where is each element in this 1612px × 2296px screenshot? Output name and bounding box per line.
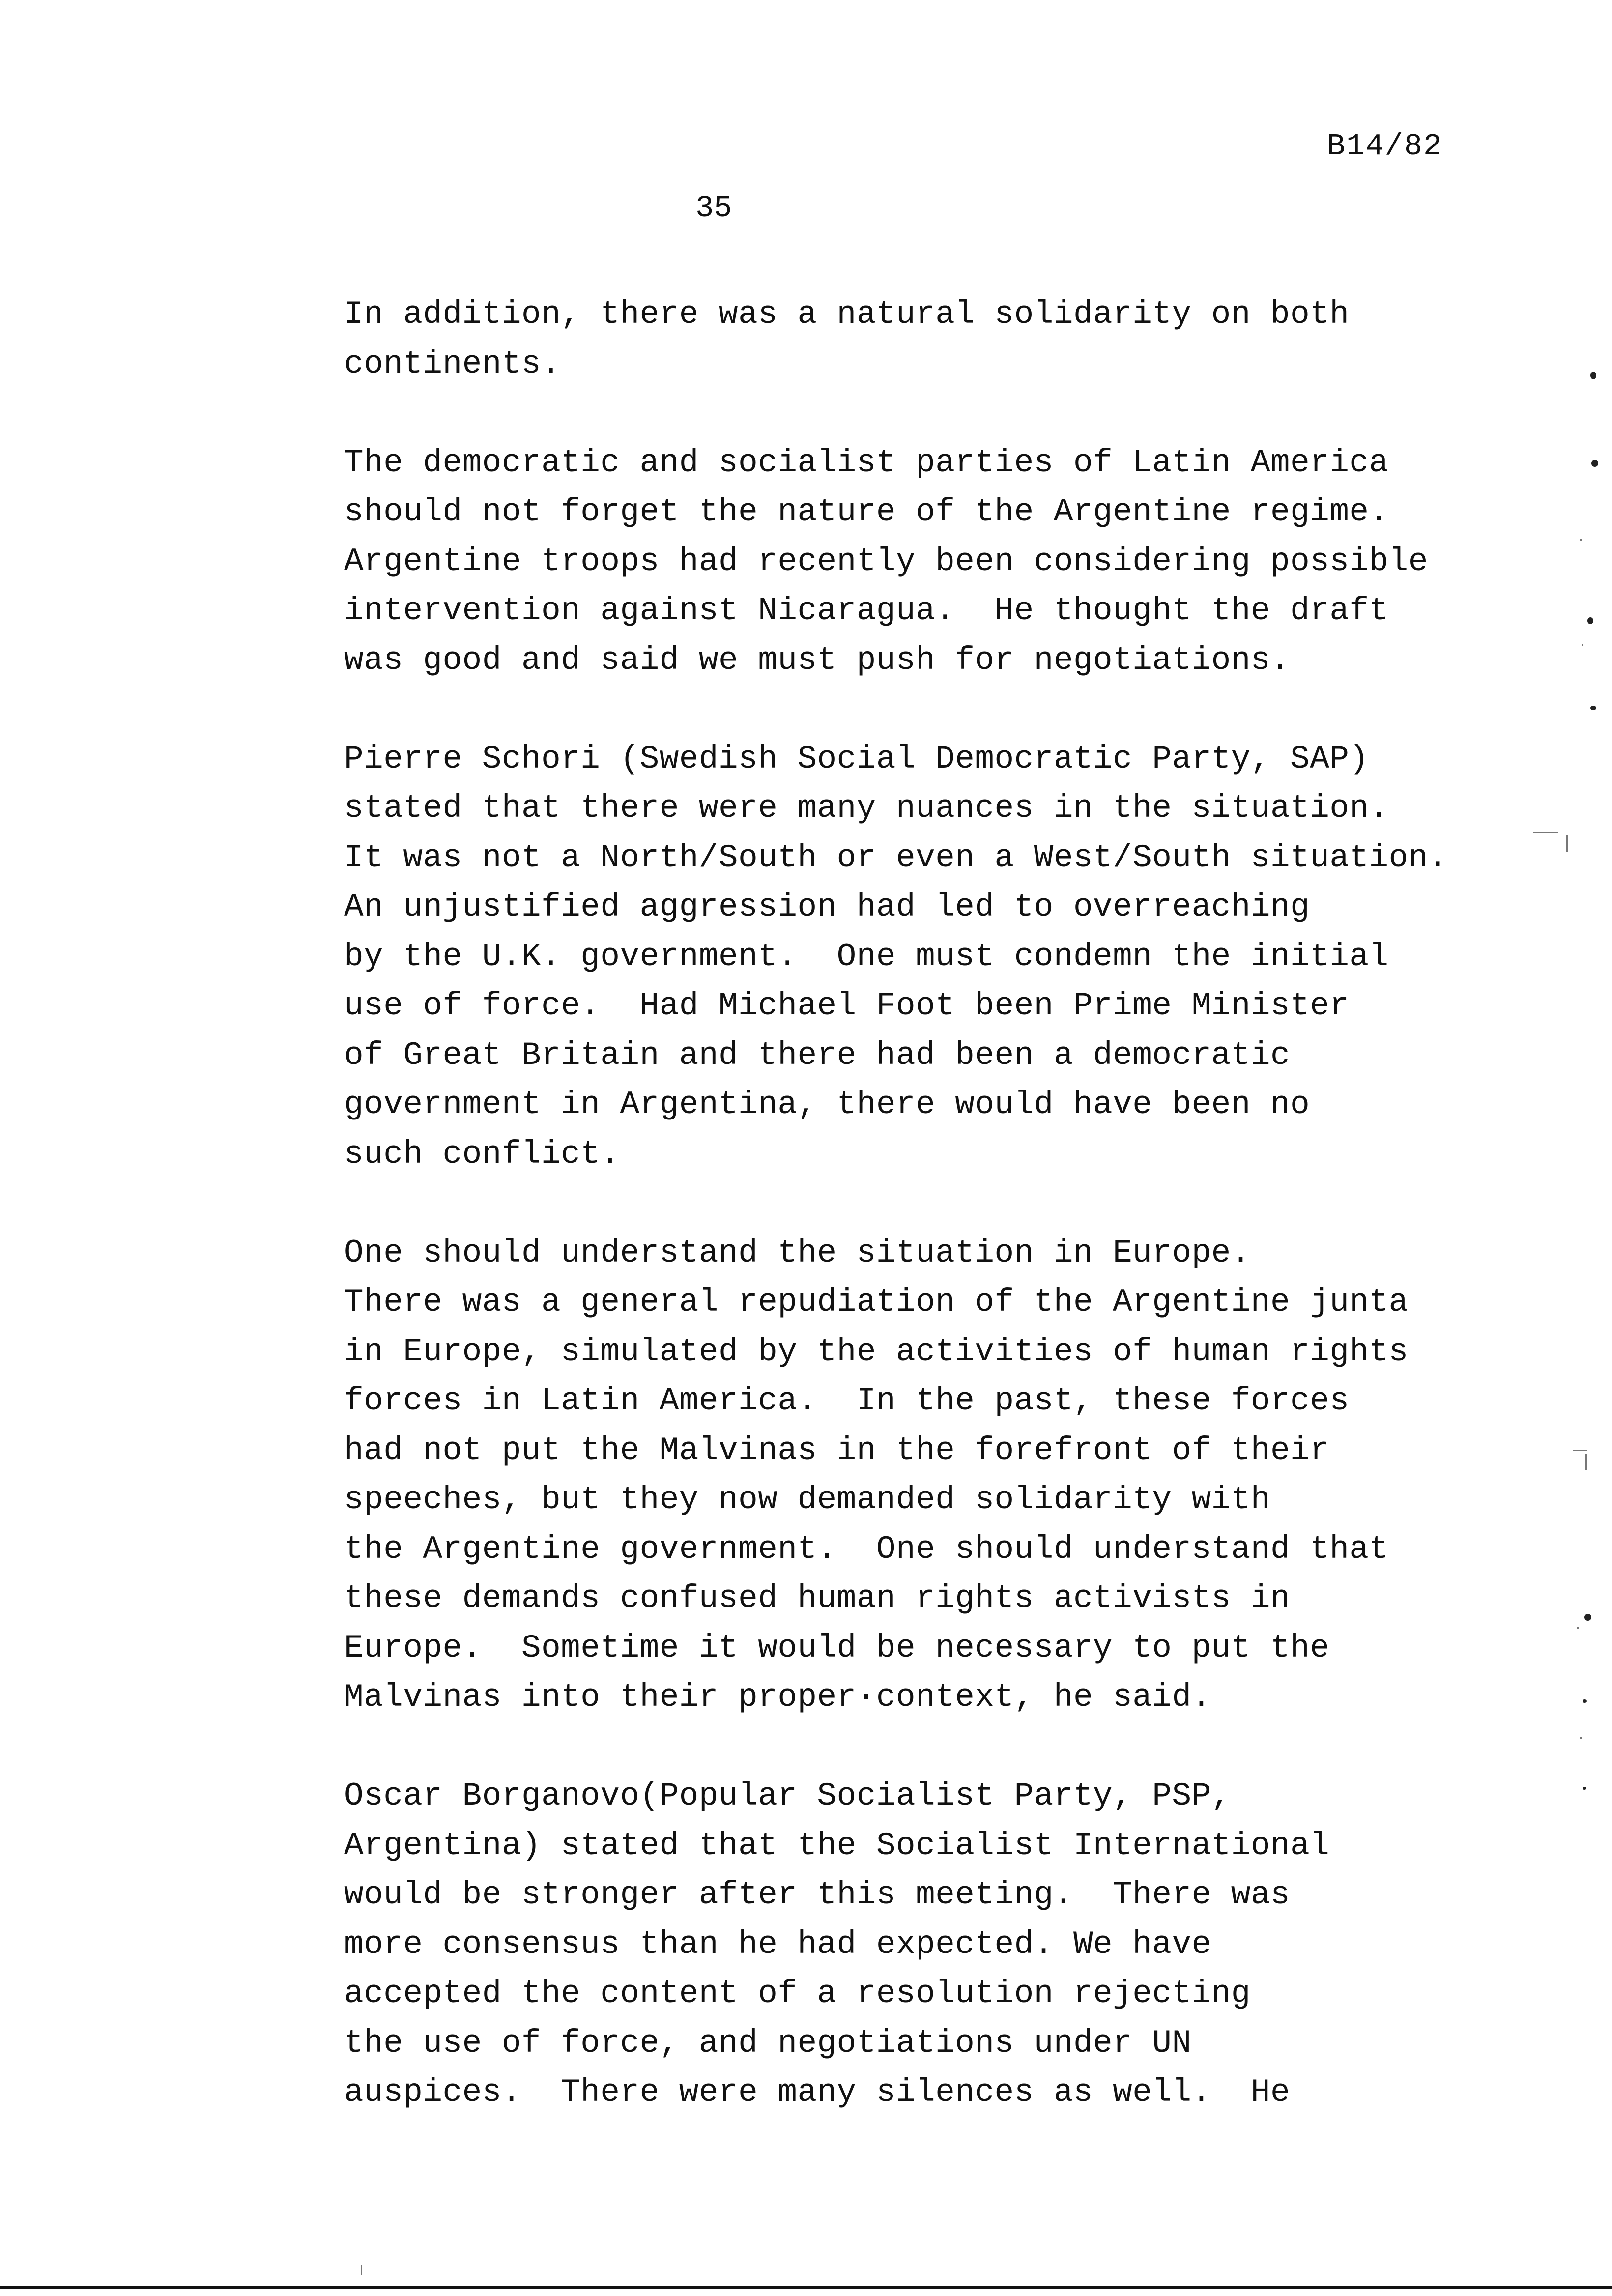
scan-speck xyxy=(1585,1454,1587,1470)
scan-speck xyxy=(1587,617,1593,624)
paragraph xyxy=(344,1772,1499,2118)
scan-speck xyxy=(1573,1450,1587,1451)
text-line: One should understand the situation in Europe. xyxy=(344,1234,1251,1271)
text-line: in Europe, simulated by the activities of human rights xyxy=(344,1333,1409,1370)
text-line: of Great Britain and there had been a democratic xyxy=(344,1036,1291,1074)
text-line: use of force. Had Michael Foot been Prime Minister xyxy=(344,987,1350,1024)
scan-speck xyxy=(1591,460,1598,467)
text-line: would be stronger after this meeting. There was xyxy=(344,1876,1291,1913)
document-reference: B14/82 xyxy=(1327,129,1443,164)
scan-speck xyxy=(1580,1737,1582,1739)
text-line: the Argentine government. One should understand that xyxy=(344,1530,1389,1568)
text-line: Malvinas into their proper·context, he said. xyxy=(344,1679,1211,1716)
text-line: The democratic and socialist parties of Latin America xyxy=(344,444,1389,481)
text-line: by the U.K. government. One must condemn the initial xyxy=(344,938,1389,975)
scan-speck xyxy=(1533,832,1558,833)
text-line: An unjustified aggression had led to overreaching xyxy=(344,889,1310,925)
text-line: Europe. Sometime it would be necessary to put the xyxy=(344,1629,1330,1666)
scan-speck xyxy=(1584,1614,1591,1621)
text-line: was good and said we must push for negotiations. xyxy=(344,641,1291,679)
paragraph xyxy=(344,438,1499,686)
paragraph xyxy=(344,735,1499,1179)
scan-speck xyxy=(1582,644,1583,646)
text-line: continents. xyxy=(344,345,561,382)
text-line: In addition, there was a natural solidarity on both xyxy=(344,296,1350,333)
text-line: government in Argentina, there would have been no xyxy=(344,1086,1310,1123)
scan-speck xyxy=(1566,835,1568,852)
scan-speck xyxy=(1577,1627,1579,1629)
text-line: forces in Latin America. In the past, these forces xyxy=(344,1382,1350,1419)
scan-speck xyxy=(1583,1787,1586,1790)
text-line: accepted the content of a resolution rejecting xyxy=(344,1975,1251,2012)
text-line: more consensus than he had expected. We have xyxy=(344,1925,1211,1963)
text-line: Argentina) stated that the Socialist International xyxy=(344,1827,1330,1864)
scan-speck xyxy=(1590,706,1596,710)
text-line: speeches, but they now demanded solidarity with xyxy=(344,1481,1271,1518)
scan-speck xyxy=(1580,539,1582,541)
text-line: these demands confused human rights activists in xyxy=(344,1580,1291,1617)
text-line: intervention against Nicaragua. He thought the draft xyxy=(344,592,1389,629)
paragraph xyxy=(344,1229,1499,1722)
text-line: There was a general repudiation of the Argentine junta xyxy=(344,1284,1409,1320)
text-line: the use of force, and negotiations under UN xyxy=(344,2024,1192,2062)
text-line: Pierre Schori (Swedish Social Democratic Party, SAP) xyxy=(344,740,1369,777)
scan-speck xyxy=(1583,1699,1587,1703)
scan-speck xyxy=(361,2265,362,2275)
text-line: It was not a North/South or even a West/South situation. xyxy=(344,839,1448,876)
text-line: stated that there were many nuances in the situation. xyxy=(344,790,1389,827)
scan-speck xyxy=(1590,372,1596,379)
page-bottom-edge xyxy=(0,2286,1612,2289)
page-number: 35 xyxy=(695,191,732,226)
text-line: Oscar Borganovo(Popular Socialist Party, PSP, xyxy=(344,1778,1231,1814)
text-line: Argentine troops had recently been considering possible xyxy=(344,543,1428,580)
text-line: had not put the Malvinas in the forefront of their xyxy=(344,1432,1330,1469)
text-line: auspices. There were many silences as well. He xyxy=(344,2074,1291,2111)
text-line: should not forget the nature of the Argentine regime. xyxy=(344,493,1389,530)
document-body xyxy=(344,290,1499,2167)
text-line: such conflict. xyxy=(344,1135,620,1173)
paragraph xyxy=(344,290,1499,389)
